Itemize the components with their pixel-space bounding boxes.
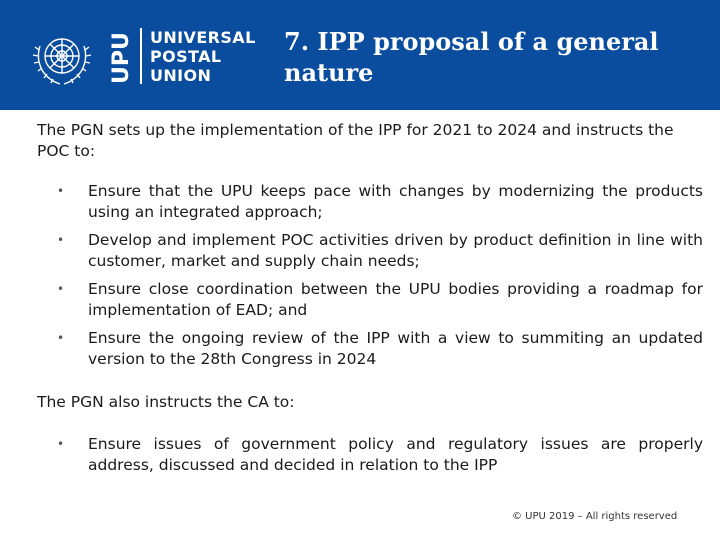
bullet-icon: • [57, 331, 65, 345]
logo-divider [140, 28, 142, 84]
bullet-icon: • [57, 282, 65, 296]
slide-title: 7. IPP proposal of a general nature [284, 27, 659, 87]
upu-logo [30, 22, 280, 90]
bullet-text: Develop and implement POC activities driven by product definition in line with customer, market and supply chain needs; [88, 231, 703, 270]
bullet-text: Ensure that the UPU keeps pace with changes by modernizing the products using an integrated approach; [88, 182, 703, 221]
ca-bullet-list [37, 434, 703, 476]
bullet-icon: • [57, 233, 65, 247]
list-item [37, 434, 703, 476]
header-bar [0, 0, 720, 110]
ca-intro-text: The PGN also instructs the CA to: [37, 393, 295, 411]
bullet-text: Ensure close coordination between the UPU bodies providing a roadmap for implementation of EAD; and [88, 280, 703, 319]
list-item [37, 279, 703, 321]
bullet-icon: • [57, 184, 65, 198]
logo-line-3: UNION [150, 66, 212, 85]
logo-line-1: UNIVERSAL [150, 28, 256, 47]
logo-line-2: POSTAL [150, 47, 222, 66]
poc-intro-text: The PGN sets up the implementation of the IPP for 2021 to 2024 and instructs the POC to: [37, 121, 674, 160]
list-item [37, 181, 703, 223]
slide-body [37, 120, 703, 476]
upu-vertical-text: UPU [109, 32, 134, 84]
bullet-text: Ensure issues of government policy and regulatory issues are properly address, discussed and decided in relation to the IPP [88, 435, 703, 474]
logo-wordmark [150, 28, 256, 85]
upu-vertical-wordmark [106, 26, 134, 86]
un-emblem-icon [30, 24, 94, 88]
list-item [37, 230, 703, 272]
copyright-footer: © UPU 2019 – All rights reserved [512, 511, 678, 522]
bullet-icon: • [57, 437, 65, 451]
list-item [37, 328, 703, 370]
bullet-text: Ensure the ongoing review of the IPP with a view to summiting an updated version to the 28th Congress in 2024 [88, 329, 703, 368]
poc-bullet-list [37, 181, 703, 370]
